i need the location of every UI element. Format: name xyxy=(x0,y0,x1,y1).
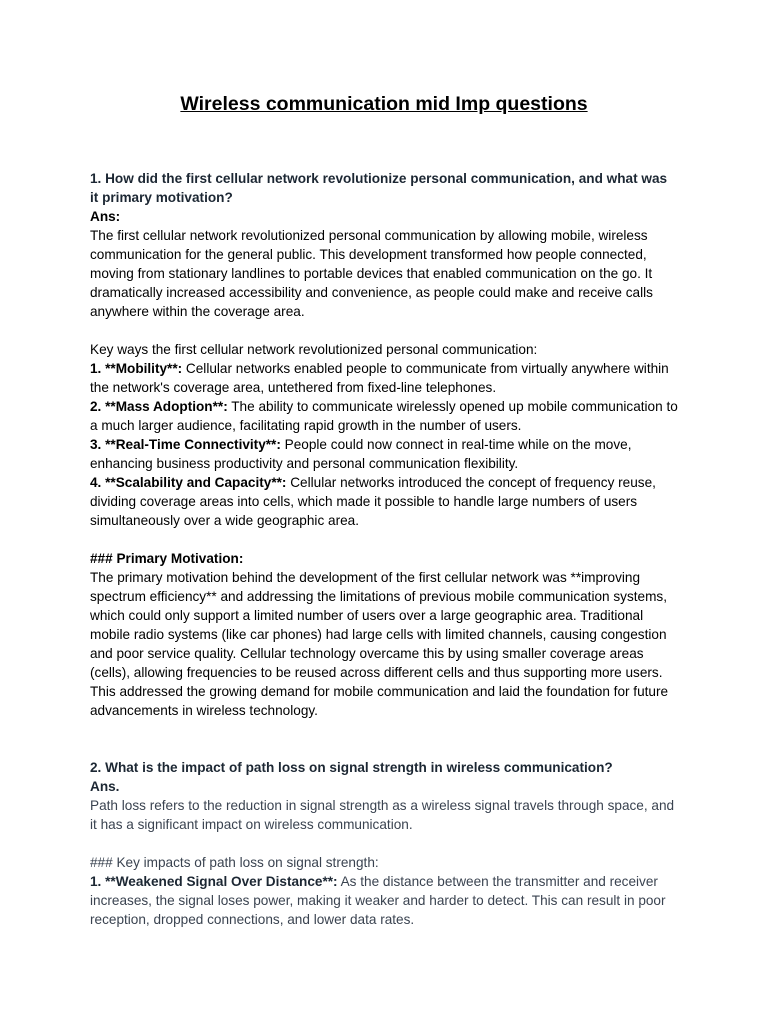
point-scalability xyxy=(90,473,678,530)
point-lead: 1. **Mobility**: xyxy=(90,361,183,376)
answer-2-intro: Path loss refers to the reduction in signal strength as a wireless signal travels through space, and it has a significant impact on wireless communication. xyxy=(90,798,675,832)
point-mobility xyxy=(90,359,678,397)
point-weakened-signal xyxy=(90,872,678,929)
answer-label-2: Ans. xyxy=(90,779,120,794)
point-lead: 3. **Real-Time Connectivity**: xyxy=(90,437,281,452)
key-ways-heading: Key ways the first cellular network revolutionized personal communication: xyxy=(90,342,538,357)
point-lead: 4. **Scalability and Capacity**: xyxy=(90,475,287,490)
primary-motivation-text: The primary motivation behind the development of the first cellular network was **improving spectrum efficiency** and addressing the limitations of previous mobile communication systems, which could only support a limited number of users over a large geographic area. Traditional mobile radio systems (like car phones) had large cells with limited channels, causing congestion and poor service quality. Cellular technology overcame this by using smaller coverage areas (cells), allowing frequencies to be reused across different cells and thus supporting more users. This addressed the growing demand for mobile communication and laid the foundation for future advancements in wireless technology. xyxy=(90,570,669,718)
primary-motivation-heading: ### Primary Motivation: xyxy=(90,551,244,566)
point-lead: 1. **Weakened Signal Over Distance**: xyxy=(90,874,338,889)
point-lead: 2. **Mass Adoption**: xyxy=(90,399,228,414)
point-text: People could now connect in real-time while on the move, enhancing business productivity and personal communication flexibility. xyxy=(90,437,632,471)
question-1: 1. How did the first cellular network revolutionize personal communication, and what was it primary motivation? xyxy=(90,171,668,205)
point-text: The ability to communicate wirelessly opened up mobile communication to a much larger audience, facilitating rapid growth in the number of users. xyxy=(90,399,678,433)
question-2: 2. What is the impact of path loss on signal strength in wireless communication? xyxy=(90,760,613,775)
answer-label-1: Ans: xyxy=(90,209,121,224)
point-mass-adoption xyxy=(90,397,678,435)
point-text: Cellular networks enabled people to communicate from virtually anywhere within the network's coverage area, untethered from fixed-line telephones. xyxy=(90,361,669,395)
point-text: Cellular networks introduced the concept of frequency reuse, dividing coverage areas into cells, which made it possible to handle large numbers of users simultaneously over a wide geographic area. xyxy=(90,475,656,528)
key-impacts-heading: ### Key impacts of path loss on signal strength: xyxy=(90,855,379,870)
answer-1-intro: The first cellular network revolutionized personal communication by allowing mobile, wireless communication for the general public. This development transformed how people connected, moving from stationary landlines to portable devices that enabled communication on the go. It dramatically increased accessibility and convenience, as people could make and receive calls anywhere within the coverage area. xyxy=(90,228,653,319)
point-real-time-connectivity xyxy=(90,435,678,473)
document-title: Wireless communication mid Imp questions xyxy=(180,93,588,115)
point-text: As the distance between the transmitter and receiver increases, the signal loses power, making it weaker and harder to detect. This can result in poor reception, dropped connections, and lower data rates. xyxy=(90,874,666,927)
